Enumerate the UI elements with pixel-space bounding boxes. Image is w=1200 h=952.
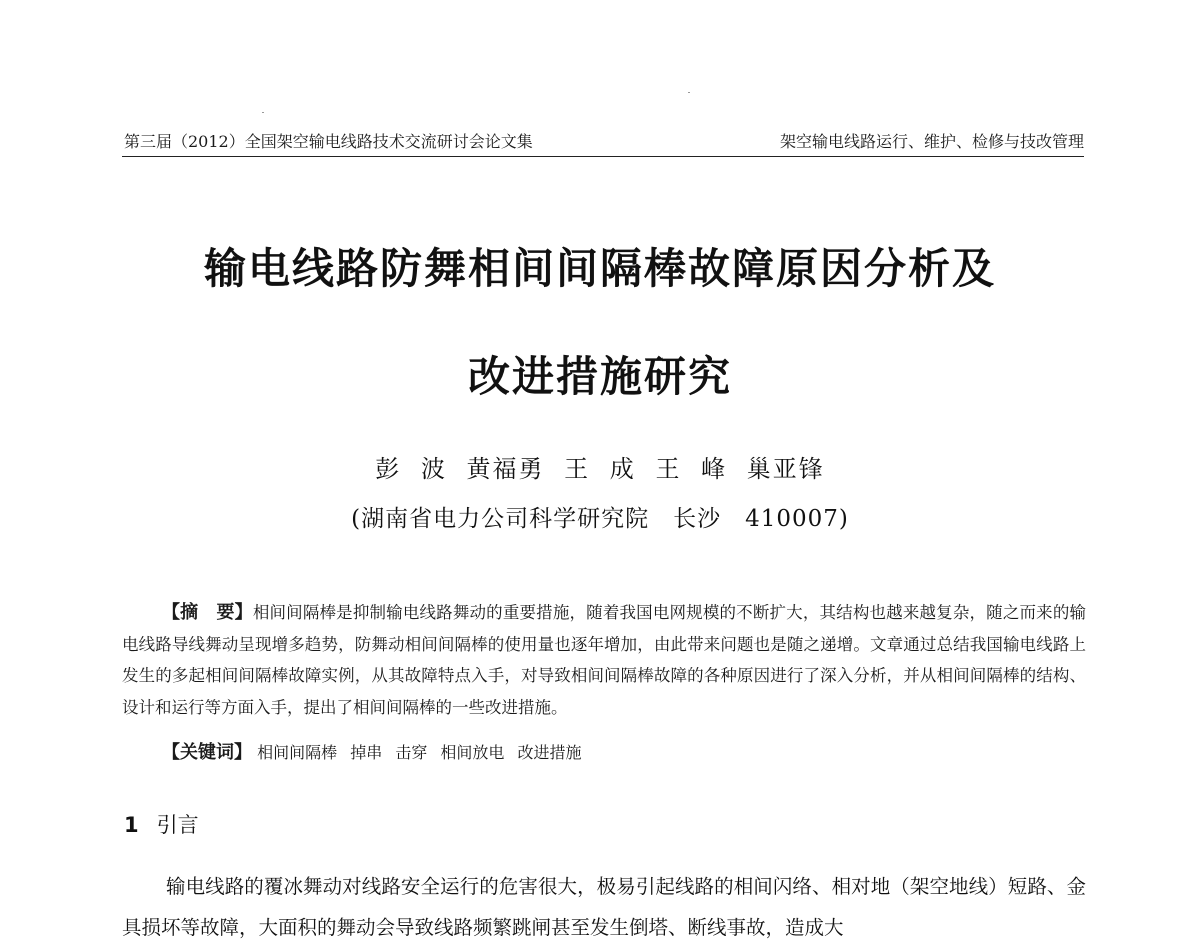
keywords-label: 【关键词】 [162, 742, 252, 763]
abstract [122, 597, 1086, 723]
keyword-term: 相间间隔棒 [257, 743, 338, 762]
scan-speck [262, 112, 264, 113]
header-left: 第三届（2012）全国架空输电线路技术交流研讨会论文集 [124, 132, 533, 151]
running-header [124, 131, 1084, 153]
paper-title-line2: 改进措施研究 [467, 352, 732, 401]
header-rule [122, 156, 1084, 157]
keywords [162, 738, 1082, 768]
keyword-term: 改进措施 [517, 743, 582, 762]
section-number: 1 [124, 813, 139, 837]
affiliation: (湖南省电力公司科学研究院 长沙 410007) [351, 506, 849, 532]
header-right: 架空输电线路运行、维护、检修与技改管理 [779, 132, 1084, 151]
abstract-text: 相间间隔棒是抑制输电线路舞动的重要措施，随着我国电网规模的不断扩大，其结构也越来越复杂，随之而来的输电线路导线舞动呈现增多趋势，防舞动相间间隔棒的使用量也逐年增加，由此带来问题也是随之递增。文章通过总结我国输电线路上发生的多起相间间隔棒故障实例，从其故障特点入手，对导致相间间隔棒故障的各种原因进行了深入分析，并从相间间隔棒的结构、设计和运行等方面入手，提出了相间间隔棒的一些改进措施。 [122, 603, 1087, 717]
keyword-term: 击穿 [395, 743, 428, 762]
body-paragraph: 输电线路的覆冰舞动对线路安全运行的危害很大，极易引起线路的相间闪络、相对地（架空地线）短路、金具损坏等故障，大面积的舞动会导致线路频繁跳闸甚至发生倒塔、断线事故，造成大 [122, 875, 1086, 939]
scan-speck [688, 92, 690, 93]
section-title: 引言 [156, 813, 199, 837]
abstract-label: 【摘 要】 [162, 602, 253, 623]
keyword-term: 相间放电 [440, 743, 505, 762]
section-heading [124, 810, 199, 840]
author-list: 彭 波 黄福勇 王 成 王 峰 巢亚锋 [375, 455, 825, 483]
keyword-term: 掉串 [350, 743, 383, 762]
paper-title-line1: 输电线路防舞相间间隔棒故障原因分析及 [203, 244, 996, 293]
